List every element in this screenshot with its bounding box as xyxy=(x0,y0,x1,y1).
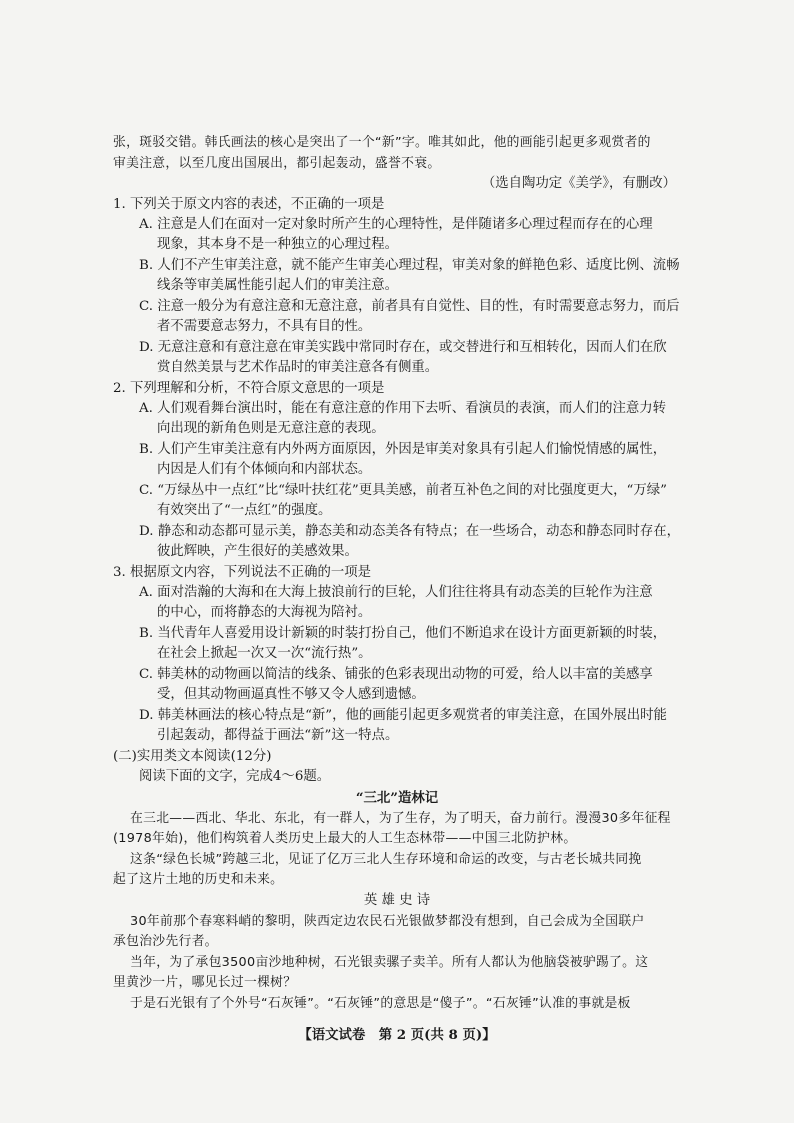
q2-option-c: C. “万绿丛中一点红”比“绿叶扶红花”更具美感，前者互补色之间的对比强度更大，“万绿” xyxy=(139,483,668,498)
body-line-3: 当年，为了承包3500亩沙地种树，石光银卖骡子卖羊。所有人都认为他脑袋被驴踢了。这 xyxy=(130,955,649,970)
q1-option-c: C. 注意一般分为有意注意和无意注意，前者具有自觉性、目的性，有时需要意志努力，而后 xyxy=(139,299,680,314)
lead-line-3: 这条“绿色长城”跨越三北，见证了亿万三北人生存环境和命运的改变，与古老长城共同挽 xyxy=(130,852,642,867)
q1-option-d-cont: 赏自然美景与艺术作品时的审美注意各有侧重。 xyxy=(157,360,439,375)
q2-option-b: B. 人们产生审美注意有内外两方面原因，外因是审美对象具有引起人们愉悦情感的属性， xyxy=(139,442,667,457)
article-title: “三北”造林记 xyxy=(355,790,439,806)
q3-option-a-cont: 的中心，而将静态的大海视为陪衬。 xyxy=(157,605,372,620)
q1-option-a-cont: 现象，其本身不是一种独立的心理过程。 xyxy=(157,237,399,252)
q3-option-c: C. 韩美林的动物画以简洁的线条、铺张的色彩表现出动物的可爱，给人以丰富的美感享 xyxy=(139,667,653,682)
q3-option-b: B. 当代青年人喜爱用设计新颖的时装打扮自己，他们不断追求在设计方面更新颖的时装， xyxy=(139,626,667,641)
q2-option-a: A. 人们观看舞台演出时，能在有意注意的作用下去听、看演员的表演，而人们的注意力转 xyxy=(139,401,667,416)
q3-stem: 3. 根据原文内容，下列说法不正确的一项是 xyxy=(113,565,372,580)
lead-line-4: 起了这片土地的历史和未来。 xyxy=(113,872,284,887)
page-footer: 【语文试卷 第 2 页(共 8 页)】 xyxy=(298,1027,496,1043)
q2-option-d: D. 静态和动态都可显示美，静态美和动态美各有特点；在一些场合，动态和静态同时存在， xyxy=(139,524,681,539)
q1-option-a: A. 注意是人们在面对一定对象时所产生的心理特性，是伴随诸多心理过程而存在的心理 xyxy=(139,217,653,232)
section-instruction: 阅读下面的文字，完成4～6题。 xyxy=(139,769,331,784)
body-line-1: 30年前那个春寒料峭的黎明，陕西定边农民石光银做梦都没有想到，自己会成为全国联户 xyxy=(130,914,645,929)
source-citation: （选自陶功定《美学》，有删改） xyxy=(481,176,676,191)
intro-line-1: 张，斑驳交错。韩氏画法的核心是突出了一个“新”字。唯其如此，他的画能引起更多观赏者的 xyxy=(113,135,651,150)
body-line-2: 承包治沙先行者。 xyxy=(113,934,218,949)
lead-line-2: (1978年始)，他们构筑着人类历史上最大的人工生态林带——中国三北防护林。 xyxy=(113,831,577,846)
intro-line-2: 审美注意，以至几度出国展出，都引起轰动，盛誉不衰。 xyxy=(113,156,441,171)
q1-option-d: D. 无意注意和有意注意在审美实践中常同时存在，或交替进行和互相转化，因而人们在欣 xyxy=(139,340,667,355)
q2-option-c-cont: 有效突出了“一点红”的强度。 xyxy=(157,503,332,518)
q1-option-b: B. 人们不产生审美注意，就不能产生审美心理过程，审美对象的鲜艳色彩、适度比例、流畅 xyxy=(139,258,680,273)
subheading: 英 雄 史 诗 xyxy=(363,893,431,908)
q2-option-a-cont: 向出现的新角色则是无意注意的表现。 xyxy=(157,421,385,436)
q1-option-b-cont: 线条等审美属性能引起人们的审美注意。 xyxy=(157,278,399,293)
q2-stem: 2. 下列理解和分析，不符合原文意思的一项是 xyxy=(113,381,385,396)
q2-option-b-cont: 内因是人们有个体倾向和内部状态。 xyxy=(157,462,372,477)
body-line-4: 里黄沙一片，哪见长过一棵树？ xyxy=(113,975,297,990)
body-line-5: 于是石光银有了个外号“石灰锤”。“石灰锤”的意思是“傻子”。“石灰锤”认准的事就是板 xyxy=(130,996,631,1011)
q2-option-d-cont: 彼此辉映，产生很好的美感效果。 xyxy=(157,544,358,559)
q3-option-c-cont: 受，但其动物画逼真性不够又令人感到遗憾。 xyxy=(157,687,425,702)
lead-line-1: 在三北——西北、华北、东北，有一群人，为了生存，为了明天，奋力前行。漫漫30多年征程 xyxy=(130,811,671,826)
q3-option-a: A. 面对浩瀚的大海和在大海上披浪前行的巨轮，人们往往将具有动态美的巨轮作为注意 xyxy=(139,585,653,600)
q3-option-d-cont: 引起轰动，都得益于画法“新”这一特点。 xyxy=(157,728,399,743)
section-title: (二)实用类文本阅读(12分) xyxy=(113,749,272,764)
q3-option-d: D. 韩美林画法的核心特点是“新”，他的画能引起更多观赏者的审美注意，在国外展出时能 xyxy=(139,708,667,723)
q3-option-b-cont: 在社会上掀起一次又一次“流行热”。 xyxy=(157,646,372,661)
q1-option-c-cont: 者不需要意志努力，不具有目的性。 xyxy=(157,319,372,334)
q1-stem: 1. 下列关于原文内容的表述，不正确的一项是 xyxy=(113,197,385,212)
